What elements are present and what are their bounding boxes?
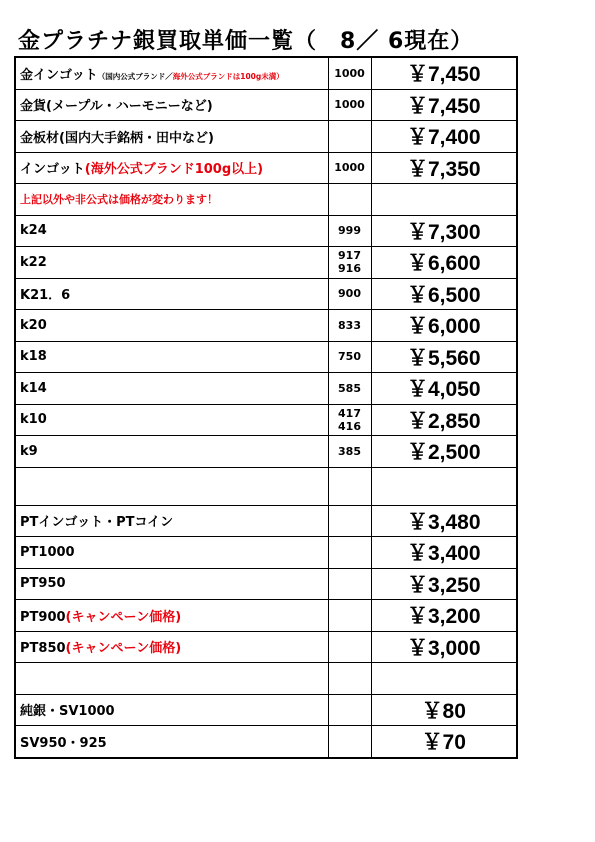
item-name-cell: PT950 — [15, 568, 328, 600]
price-cell: ￥2,850 — [371, 404, 517, 436]
purity-cell — [328, 568, 371, 600]
purity-cell — [328, 404, 371, 436]
item-note-red: (海外公式ブランド100g以上) — [84, 162, 264, 178]
price-cell: ￥6,500 — [371, 278, 517, 310]
purity-cell — [328, 184, 371, 216]
price-cell: ￥6,600 — [371, 247, 517, 279]
item-name: 金インゴット — [20, 67, 98, 83]
table-row — [15, 600, 517, 632]
item-name-cell: k10 — [15, 404, 328, 436]
purity-bottom: 916 — [338, 262, 361, 276]
item-name: インゴット — [20, 162, 85, 178]
notice-text: 上記以外や非公式は価格が変わります！ — [15, 184, 328, 216]
table-row — [15, 726, 517, 758]
purity-cell — [328, 694, 371, 726]
empty-cell — [371, 663, 517, 695]
item-note-red: 海外公式ブランドは100g未満） — [172, 71, 284, 81]
table-row — [15, 568, 517, 600]
table-row — [15, 373, 517, 405]
price-cell: ￥5,560 — [371, 341, 517, 373]
empty-cell — [15, 467, 328, 505]
item-name: PT850 — [20, 641, 66, 657]
purity-cell — [328, 247, 371, 279]
item-name-cell: k14 — [15, 373, 328, 405]
purity-cell: 1000 — [328, 57, 371, 89]
table-row — [15, 310, 517, 342]
item-name-cell: k9 — [15, 436, 328, 468]
item-name-cell — [15, 600, 328, 632]
item-note-red: (キャンペーン価格) — [65, 641, 182, 657]
purity-cell — [328, 726, 371, 758]
table-row — [15, 436, 517, 468]
empty-cell — [328, 663, 371, 695]
item-name-cell: PT1000 — [15, 537, 328, 569]
purity-cell — [328, 121, 371, 153]
purity-bottom: 416 — [338, 419, 361, 433]
purity-cell: 900 — [328, 278, 371, 310]
page-title: 金プラチナ銀買取単価一覧（ 8／ 6現在） — [18, 29, 474, 54]
table-row — [15, 278, 517, 310]
purity-cell — [328, 505, 371, 537]
table-row — [15, 537, 517, 569]
item-name-cell — [15, 57, 328, 89]
item-name-cell — [15, 152, 328, 184]
price-cell: ￥4,050 — [371, 373, 517, 405]
table-row — [15, 57, 517, 89]
price-cell: ￥3,480 — [371, 505, 517, 537]
price-cell: ￥3,400 — [371, 537, 517, 569]
table-row — [15, 184, 517, 216]
empty-cell — [15, 663, 328, 695]
price-cell: ￥3,250 — [371, 568, 517, 600]
price-cell: ￥70 — [371, 726, 517, 758]
price-cell: ￥7,400 — [371, 121, 517, 153]
item-name-cell: K21．6 — [15, 278, 328, 310]
price-cell: ￥7,450 — [371, 57, 517, 89]
price-cell: ￥80 — [371, 694, 517, 726]
item-name-cell: 金貨(メープル・ハーモニーなど) — [15, 89, 328, 121]
item-name-cell: PTインゴット・PTコイン — [15, 505, 328, 537]
item-note-red: (キャンペーン価格) — [65, 609, 182, 625]
purity-cell: 385 — [328, 436, 371, 468]
price-cell: ￥2,500 — [371, 436, 517, 468]
price-cell: ￥3,200 — [371, 600, 517, 632]
table-row — [15, 505, 517, 537]
empty-cell — [371, 467, 517, 505]
table-row — [15, 631, 517, 663]
price-table — [14, 56, 518, 759]
purity-top: 917 — [338, 249, 361, 263]
purity-cell — [328, 600, 371, 632]
spacer-row — [15, 663, 517, 695]
item-name-cell: k18 — [15, 341, 328, 373]
item-name: PT900 — [20, 609, 66, 625]
purity-cell: 585 — [328, 373, 371, 405]
item-name-cell: k20 — [15, 310, 328, 342]
item-name-cell: 純銀・SV1000 — [15, 694, 328, 726]
purity-cell: 833 — [328, 310, 371, 342]
spacer-row — [15, 467, 517, 505]
table-row — [15, 247, 517, 279]
purity-cell: 1000 — [328, 152, 371, 184]
table-row — [15, 694, 517, 726]
empty-cell — [328, 467, 371, 505]
price-cell: ￥7,450 — [371, 89, 517, 121]
item-name-cell: k24 — [15, 215, 328, 247]
item-name-cell — [15, 631, 328, 663]
price-cell: ￥3,000 — [371, 631, 517, 663]
price-cell — [371, 184, 517, 216]
purity-cell — [328, 631, 371, 663]
item-note: （国内公式ブランド／ — [97, 71, 173, 81]
item-name-cell: SV950・925 — [15, 726, 328, 758]
table-row — [15, 89, 517, 121]
item-name-cell: 金板材(国内大手銘柄・田中など) — [15, 121, 328, 153]
price-cell: ￥6,000 — [371, 310, 517, 342]
table-row — [15, 215, 517, 247]
table-row — [15, 152, 517, 184]
price-cell: ￥7,300 — [371, 215, 517, 247]
item-name-cell: k22 — [15, 247, 328, 279]
purity-top: 417 — [338, 406, 361, 420]
table-row — [15, 341, 517, 373]
purity-cell: 1000 — [328, 89, 371, 121]
price-cell: ￥7,350 — [371, 152, 517, 184]
table-row — [15, 404, 517, 436]
purity-cell: 999 — [328, 215, 371, 247]
table-row — [15, 121, 517, 153]
purity-cell: 750 — [328, 341, 371, 373]
purity-cell — [328, 537, 371, 569]
